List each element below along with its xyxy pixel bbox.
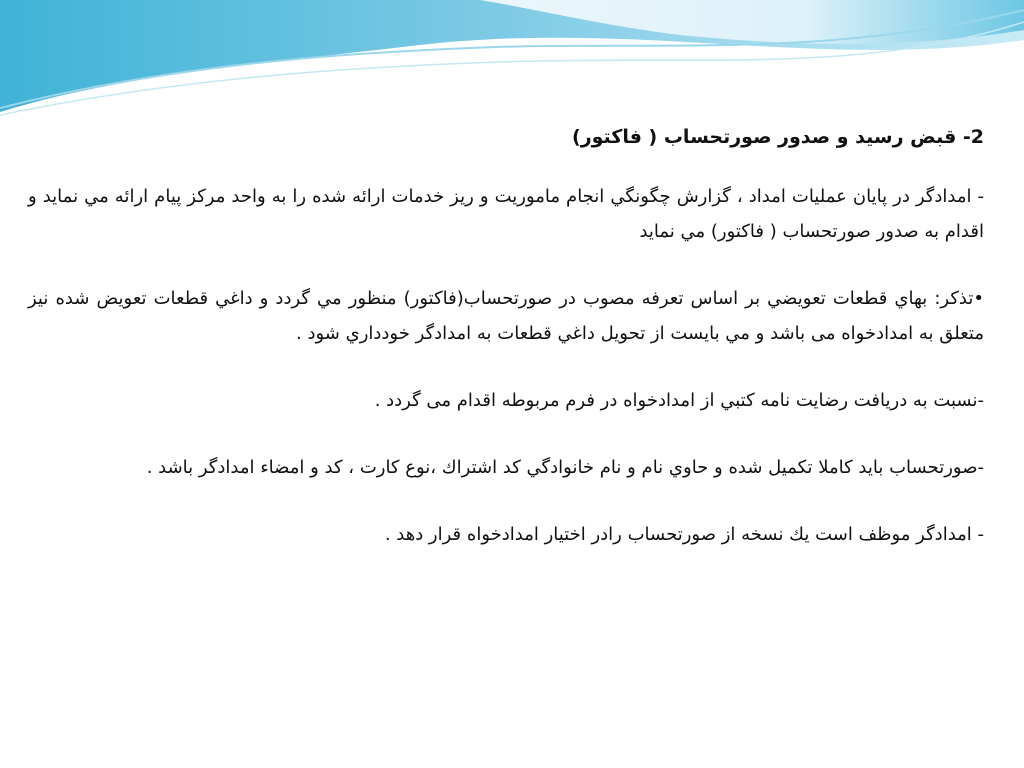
header-wave-decoration: [0, 0, 1024, 130]
paragraph-satisfaction: -نسبت به دريافت رضايت نامه كتبي از امدادخواه در فرم مربوطه اقدام می گردد .: [374, 390, 984, 411]
slide-title: 2- قبض رسيد و صدور صورتحساب ( فاكتور): [572, 126, 984, 148]
slide-body: [28, 120, 984, 584]
paragraph-note: •تذكر: بهاي قطعات تعويضي بر اساس تعرفه مصوب در صورتحساب(فاكتور) منظور مي گردد و داغي قطعات تعويض شده نيز متعلق به امدادخواه می باشد و مي بايست از تحويل داغي قطعات به امدادگر خودداري شود .: [28, 288, 984, 344]
paragraph-invoice-details: -صورتحساب بايد كاملا تكميل شده و حاوي نام و نام خانوادگي كد اشتراك ،نوع كارت ، كد و امضاء امدادگر باشد .: [146, 457, 984, 478]
paragraph-report: - امدادگر در پايان عمليات امداد ، گزارش چگونگي انجام ماموريت و ريز خدمات ارائه شده را به واحد مركز پيام ارائه مي نمايد و اقدام به صدور صورتحساب ( فاكتور) مي نمايد: [28, 186, 984, 242]
paragraph-copy: - امدادگر موظف است يك نسخه از صورتحساب رادر اختيار امدادخواه قرار دهد .: [384, 524, 984, 545]
